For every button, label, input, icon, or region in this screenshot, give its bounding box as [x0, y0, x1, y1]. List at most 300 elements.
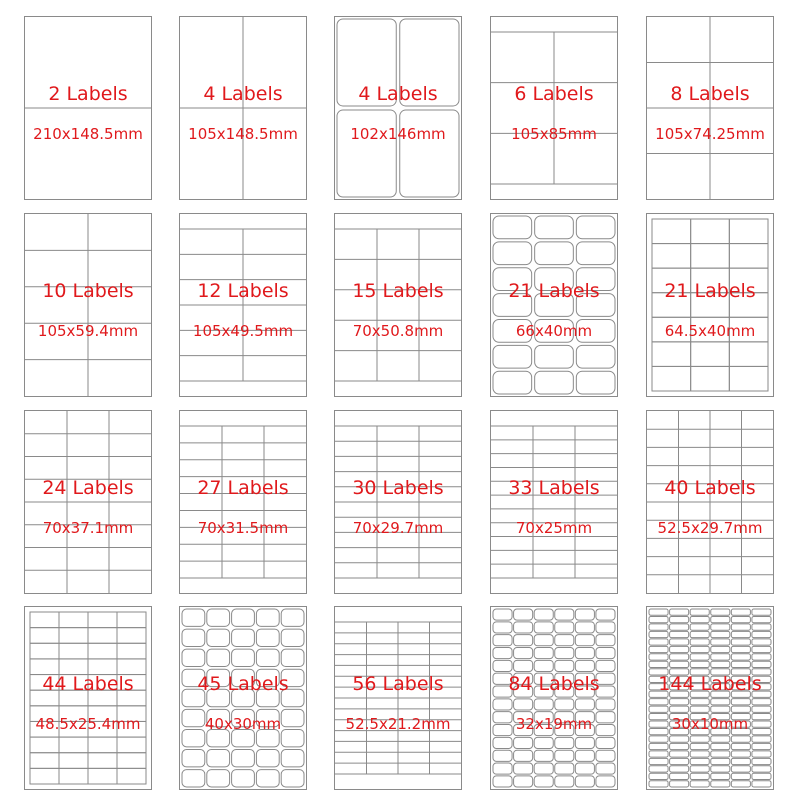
label-cell: [555, 648, 574, 659]
label-cell: [690, 773, 709, 779]
label-cell: [575, 737, 594, 748]
label-count-title: 8 Labels: [670, 83, 750, 105]
label-size-text: 70x25mm: [515, 519, 593, 537]
label-sheet-16: [24, 606, 152, 790]
label-cell: [752, 766, 771, 772]
label-cell: [514, 763, 533, 774]
label-cell: [575, 648, 594, 659]
label-layout-diagram: [491, 411, 617, 593]
label-cell: [690, 766, 709, 772]
label-cell: [652, 366, 691, 391]
label-sheet-18: [334, 606, 462, 790]
label-cell: [670, 661, 689, 667]
label-cell: [59, 628, 88, 644]
label-cell: [670, 781, 689, 787]
label-cell: [514, 622, 533, 633]
label-cell: [731, 758, 750, 764]
label-cell: [731, 639, 750, 645]
label-cell: [281, 770, 304, 787]
label-cell: [555, 763, 574, 774]
label-cell: [555, 660, 574, 671]
label-cell: [752, 661, 771, 667]
label-cell: [207, 649, 230, 666]
label-cell: [575, 660, 594, 671]
label-sheet-20: [646, 606, 774, 790]
label-count-title: 40 Labels: [664, 477, 756, 499]
label-sheet-10: [646, 213, 774, 397]
label-cell: [596, 763, 615, 774]
label-size-text: 102x146mm: [350, 125, 446, 143]
label-cell: [88, 737, 117, 753]
label-cell: [691, 219, 730, 244]
label-size-text: 70x29.7mm: [352, 519, 444, 537]
label-cell: [59, 737, 88, 753]
label-sheet-7: [179, 213, 307, 397]
label-cell: [752, 758, 771, 764]
label-sheet-4: [490, 16, 618, 200]
label-sheet-14: [490, 410, 618, 594]
label-cell: [534, 622, 553, 633]
label-sheet-13: [334, 410, 462, 594]
label-cell: [731, 706, 750, 712]
label-cell: [493, 763, 512, 774]
label-cell: [731, 751, 750, 757]
label-cell: [555, 622, 574, 633]
label-cell: [690, 699, 709, 705]
label-cell: [596, 635, 615, 646]
label-cell: [88, 768, 117, 784]
label-cell: [670, 616, 689, 622]
label-cell: [207, 770, 230, 787]
label-size-text: 105x74.25mm: [655, 125, 765, 143]
label-cell: [534, 763, 553, 774]
label-cell: [670, 654, 689, 660]
label-cell: [670, 743, 689, 749]
label-cell: [690, 758, 709, 764]
label-cell: [514, 609, 533, 620]
label-cell: [555, 609, 574, 620]
label-layout-diagram: [180, 607, 306, 789]
label-cell: [232, 629, 255, 646]
label-cell: [207, 629, 230, 646]
label-layout-diagram: [180, 411, 306, 593]
label-cell: [711, 609, 730, 615]
label-cell: [59, 612, 88, 628]
label-cell: [690, 661, 709, 667]
label-cell: [182, 609, 205, 626]
label-cell: [690, 646, 709, 652]
label-cell: [691, 244, 730, 269]
label-count-title: 56 Labels: [352, 673, 444, 695]
label-cell: [752, 631, 771, 637]
label-count-title: 2 Labels: [48, 83, 128, 105]
label-cell: [670, 639, 689, 645]
label-size-text: 52.5x29.7mm: [657, 519, 763, 537]
label-sheet-17: [179, 606, 307, 790]
label-cell: [690, 639, 709, 645]
label-size-text: 105x85mm: [511, 125, 597, 143]
label-cell: [555, 776, 574, 787]
label-sheet-3: [334, 16, 462, 200]
label-count-title: 21 Labels: [508, 280, 600, 302]
label-cell: [711, 773, 730, 779]
label-cell: [88, 643, 117, 659]
label-count-title: 33 Labels: [508, 477, 600, 499]
label-cell: [752, 616, 771, 622]
label-cell: [256, 629, 279, 646]
label-cell: [731, 781, 750, 787]
label-cell: [729, 244, 768, 269]
label-cell: [711, 758, 730, 764]
label-cell: [514, 660, 533, 671]
label-sheet-12: [179, 410, 307, 594]
label-cell: [555, 699, 574, 710]
label-cell: [649, 616, 668, 622]
label-cell: [596, 660, 615, 671]
label-cell: [752, 646, 771, 652]
label-cell: [690, 736, 709, 742]
label-cell: [711, 631, 730, 637]
label-cell: [88, 612, 117, 628]
label-cell: [88, 628, 117, 644]
label-cell: [691, 342, 730, 367]
label-cell: [649, 639, 668, 645]
label-cell: [731, 743, 750, 749]
label-cell: [256, 770, 279, 787]
label-cell: [731, 654, 750, 660]
label-cell: [535, 216, 574, 239]
label-size-text: 105x148.5mm: [188, 125, 298, 143]
label-cell: [493, 660, 512, 671]
label-sheet-1: [24, 16, 152, 200]
label-size-text: 30x10mm: [671, 715, 749, 733]
label-cell: [256, 750, 279, 767]
label-cell: [576, 216, 615, 239]
label-cell: [30, 768, 59, 784]
label-cell: [576, 345, 615, 368]
label-cell: [670, 773, 689, 779]
label-cell: [400, 110, 459, 197]
label-cell: [337, 110, 396, 197]
label-sheet-6: [24, 213, 152, 397]
label-cell: [690, 743, 709, 749]
label-layout-diagram: [335, 411, 461, 593]
label-cell: [670, 751, 689, 757]
label-cell: [493, 737, 512, 748]
label-cell: [711, 766, 730, 772]
label-cell: [711, 751, 730, 757]
label-count-title: 4 Labels: [203, 83, 283, 105]
label-cell: [652, 219, 691, 244]
label-cell: [555, 750, 574, 761]
label-cell: [575, 609, 594, 620]
label-cell: [534, 776, 553, 787]
label-cell: [649, 609, 668, 615]
label-cell: [534, 609, 553, 620]
label-cell: [690, 751, 709, 757]
label-sheet-11: [24, 410, 152, 594]
label-cell: [555, 635, 574, 646]
label-cell: [649, 766, 668, 772]
label-size-text: 70x31.5mm: [197, 519, 289, 537]
label-layout-diagram: [647, 411, 773, 593]
label-cell: [731, 661, 750, 667]
label-count-title: 21 Labels: [664, 280, 756, 302]
label-cell: [534, 750, 553, 761]
label-count-title: 44 Labels: [42, 673, 134, 695]
label-cell: [30, 737, 59, 753]
label-cell: [690, 781, 709, 787]
label-cell: [596, 737, 615, 748]
label-count-title: 27 Labels: [197, 477, 289, 499]
label-cell: [729, 342, 768, 367]
label-size-text: 52.5x21.2mm: [345, 715, 451, 733]
label-cell: [649, 654, 668, 660]
label-cell: [575, 776, 594, 787]
label-layout-diagram: [335, 17, 461, 199]
label-cell: [493, 216, 532, 239]
label-size-text: 64.5x40mm: [664, 322, 756, 340]
label-cell: [670, 609, 689, 615]
label-cell: [117, 612, 146, 628]
label-cell: [534, 737, 553, 748]
label-cell: [731, 609, 750, 615]
label-cell: [514, 776, 533, 787]
label-cell: [649, 751, 668, 757]
label-cell: [596, 622, 615, 633]
label-count-title: 15 Labels: [352, 280, 444, 302]
label-layout-diagram: [180, 17, 306, 199]
label-cell: [731, 646, 750, 652]
label-cell: [649, 758, 668, 764]
label-size-text: 66x40mm: [515, 322, 593, 340]
label-layout-diagram: [647, 17, 773, 199]
label-cell: [711, 661, 730, 667]
label-size-text: 48.5x25.4mm: [35, 715, 141, 733]
label-count-title: 30 Labels: [352, 477, 444, 499]
label-cell: [649, 699, 668, 705]
label-cell: [731, 736, 750, 742]
label-cell: [182, 770, 205, 787]
label-cell: [575, 763, 594, 774]
label-count-title: 10 Labels: [42, 280, 134, 302]
label-cell: [182, 629, 205, 646]
label-cell: [690, 624, 709, 630]
label-size-text: 70x50.8mm: [352, 322, 444, 340]
label-cell: [652, 244, 691, 269]
label-sheet-9: [490, 213, 618, 397]
label-cell: [596, 699, 615, 710]
label-cell: [670, 631, 689, 637]
label-cell: [731, 624, 750, 630]
label-cell: [493, 699, 512, 710]
label-cell: [514, 737, 533, 748]
label-cell: [59, 753, 88, 769]
label-cell: [711, 639, 730, 645]
label-cell: [711, 706, 730, 712]
label-cell: [731, 766, 750, 772]
label-cell: [182, 750, 205, 767]
label-cell: [670, 706, 689, 712]
label-cell: [117, 643, 146, 659]
label-cell: [281, 629, 304, 646]
label-cell: [670, 699, 689, 705]
label-size-text: 70x37.1mm: [42, 519, 134, 537]
label-cell: [256, 649, 279, 666]
label-cell: [711, 781, 730, 787]
label-layout-diagram: [25, 214, 151, 396]
label-cell: [232, 649, 255, 666]
label-cell: [670, 758, 689, 764]
label-cell: [575, 699, 594, 710]
label-cell: [493, 609, 512, 620]
label-size-text: 210x148.5mm: [33, 125, 143, 143]
label-cell: [30, 643, 59, 659]
label-cell: [649, 781, 668, 787]
label-cell: [731, 616, 750, 622]
label-cell: [576, 371, 615, 394]
label-count-title: 84 Labels: [508, 673, 600, 695]
label-cell: [117, 628, 146, 644]
label-cell: [690, 706, 709, 712]
label-cell: [88, 753, 117, 769]
label-cell: [30, 753, 59, 769]
label-cell: [59, 643, 88, 659]
label-cell: [493, 648, 512, 659]
label-cell: [117, 768, 146, 784]
label-layout-diagram: [335, 214, 461, 396]
label-cell: [752, 624, 771, 630]
label-layout-diagram: [647, 214, 773, 396]
label-sheet-2: [179, 16, 307, 200]
label-cell: [117, 737, 146, 753]
label-cell: [649, 736, 668, 742]
label-layout-diagram: [25, 411, 151, 593]
label-cell: [207, 609, 230, 626]
label-cell: [649, 743, 668, 749]
label-cell: [752, 773, 771, 779]
label-cell: [752, 654, 771, 660]
label-cell: [493, 622, 512, 633]
label-cell: [670, 624, 689, 630]
label-layout-diagram: [491, 214, 617, 396]
label-cell: [535, 345, 574, 368]
label-cell: [729, 366, 768, 391]
label-cell: [535, 242, 574, 265]
label-layout-diagram: [647, 607, 773, 789]
label-cell: [514, 750, 533, 761]
label-cell: [752, 699, 771, 705]
label-cell: [493, 635, 512, 646]
label-count-title: 4 Labels: [358, 83, 438, 105]
label-layout-diagram: [25, 607, 151, 789]
label-cell: [752, 609, 771, 615]
label-size-text: 32x19mm: [515, 715, 593, 733]
label-cell: [256, 609, 279, 626]
label-count-title: 24 Labels: [42, 477, 134, 499]
label-layout-diagram: [180, 214, 306, 396]
label-size-text: 40x30mm: [204, 715, 282, 733]
label-cell: [575, 622, 594, 633]
label-cell: [690, 631, 709, 637]
label-layout-diagram: [491, 607, 617, 789]
label-cell: [649, 624, 668, 630]
label-count-title: 12 Labels: [197, 280, 289, 302]
label-cell: [596, 648, 615, 659]
label-cell: [596, 609, 615, 620]
label-cell: [711, 624, 730, 630]
label-cell: [232, 750, 255, 767]
label-cell: [691, 366, 730, 391]
label-cell: [752, 751, 771, 757]
label-cell: [232, 770, 255, 787]
label-cell: [493, 776, 512, 787]
label-count-title: 45 Labels: [197, 673, 289, 695]
label-cell: [649, 631, 668, 637]
label-cell: [711, 654, 730, 660]
label-cell: [232, 609, 255, 626]
label-cell: [207, 750, 230, 767]
label-count-title: 6 Labels: [514, 83, 594, 105]
label-cell: [649, 661, 668, 667]
label-size-text: 105x49.5mm: [192, 322, 294, 340]
label-cell: [182, 649, 205, 666]
label-cell: [752, 781, 771, 787]
label-cell: [514, 648, 533, 659]
label-cell: [711, 616, 730, 622]
label-cell: [752, 743, 771, 749]
label-cell: [281, 750, 304, 767]
label-cell: [493, 750, 512, 761]
label-cell: [752, 736, 771, 742]
label-cell: [729, 219, 768, 244]
label-cell: [711, 736, 730, 742]
label-sheet-19: [490, 606, 618, 790]
label-cell: [670, 766, 689, 772]
label-cell: [649, 773, 668, 779]
label-cell: [575, 750, 594, 761]
label-cell: [670, 736, 689, 742]
label-cell: [534, 660, 553, 671]
label-count-title: 144 Labels: [658, 673, 762, 695]
label-cell: [652, 342, 691, 367]
label-cell: [711, 743, 730, 749]
label-cell: [690, 654, 709, 660]
label-cell: [752, 706, 771, 712]
label-cell: [731, 773, 750, 779]
label-cell: [493, 371, 532, 394]
label-cell: [555, 737, 574, 748]
label-cell: [731, 631, 750, 637]
label-cell: [30, 612, 59, 628]
label-cell: [711, 699, 730, 705]
label-cell: [690, 609, 709, 615]
label-cell: [575, 635, 594, 646]
label-cell: [596, 776, 615, 787]
label-cell: [30, 628, 59, 644]
label-cell: [752, 639, 771, 645]
label-cell: [670, 646, 689, 652]
label-cell: [117, 753, 146, 769]
label-cell: [690, 616, 709, 622]
label-cell: [596, 750, 615, 761]
label-cell: [514, 635, 533, 646]
label-cell: [731, 699, 750, 705]
label-cell: [711, 646, 730, 652]
label-cell: [281, 609, 304, 626]
label-cell: [493, 345, 532, 368]
label-cell: [59, 768, 88, 784]
